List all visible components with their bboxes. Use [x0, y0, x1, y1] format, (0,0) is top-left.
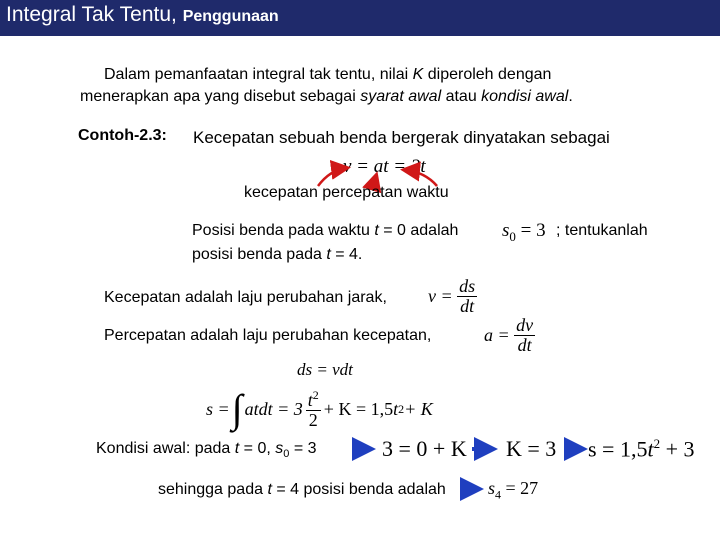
velocity-den: dt: [460, 295, 475, 316]
intro-syarat-awal: syarat awal: [360, 88, 442, 105]
intro-line-2-post: .: [568, 88, 573, 105]
tentukanlah-text: ; tentukanlah: [556, 222, 648, 239]
conclusion-pre: sehingga pada: [158, 481, 268, 498]
initial-eq-1: 3 = 0 + K: [382, 436, 467, 461]
example-text: Kecepatan sebuah benda bergerak dinyatakan sebagai: [193, 128, 610, 147]
velocity-lhs: v =: [428, 285, 453, 306]
velocity-equation: v = at = 3t: [343, 156, 426, 177]
initial-eq-3-exp: 2: [653, 436, 661, 451]
title-text: Integral Tak Tentu,: [6, 3, 177, 26]
velocity-num: ds: [459, 276, 476, 296]
initial-sub: 0: [283, 448, 290, 461]
position-line-2: [192, 246, 362, 264]
integral-fraction: [306, 389, 321, 430]
velocity-fraction: [457, 277, 477, 316]
intro-line-2-mid: atau: [441, 88, 482, 105]
initial-t: t: [234, 440, 240, 457]
s0-sub: 0: [509, 228, 516, 244]
position-line-1-pre: Posisi benda pada waktu: [192, 222, 375, 239]
intro-kondisi-awal: kondisi awal: [481, 88, 569, 105]
position-var-t: t: [374, 222, 379, 239]
ds-equation: ds = vdt: [297, 360, 353, 379]
acceleration-den: dt: [517, 334, 532, 355]
initial-eq-2: K = 3: [506, 436, 557, 461]
acceleration-lhs: a =: [484, 324, 510, 345]
conclusion-text: [158, 481, 446, 499]
intro-line-1-post: diperoleh dengan: [423, 66, 552, 83]
velocity-derivative: [428, 277, 477, 316]
integral-frac-den: 2: [308, 409, 318, 430]
initial-post: = 3: [289, 440, 317, 457]
initial-s: s: [275, 440, 284, 457]
s4-equation: [488, 478, 538, 503]
integrand: atdt = 3: [244, 398, 303, 419]
intro-line-2-pre: menerapkan apa yang disebut sebagai: [80, 88, 361, 105]
s4-val: = 27: [501, 478, 539, 498]
intro-line-1-pre: Dalam pemanfaatan integral tak tentu, nilai: [104, 66, 413, 83]
integral-frac-num: t: [307, 389, 313, 410]
integral-equation: [206, 384, 433, 434]
acceleration-derivative: [484, 316, 535, 355]
initial-eq-3-t: t: [647, 436, 654, 462]
conclusion-t: t: [267, 481, 272, 498]
integral-rest: + K = 1,5: [323, 398, 394, 419]
annotation-labels: kecepatan percepatan waktu: [244, 184, 449, 201]
s4-var: s: [488, 478, 496, 498]
position-line-2-post: = 4.: [330, 246, 363, 263]
title-subtitle: Penggunaan: [182, 8, 279, 25]
initial-mid: = 0,: [239, 440, 276, 457]
acceleration-text: Percepatan adalah laju perubahan kecepatan,: [104, 327, 432, 344]
conclusion-post: = 4 posisi benda adalah: [271, 481, 446, 498]
s0-equation: [502, 220, 546, 245]
initial-condition-text: [96, 440, 317, 460]
integral-frac-exp: 2: [312, 387, 319, 402]
s0-var: s: [502, 220, 510, 241]
position-line-2-pre: posisi benda pada: [192, 246, 327, 263]
initial-eq-3-pre: s = 1,5: [588, 436, 648, 462]
s0-val: = 3: [515, 220, 546, 241]
intro-var-k: K: [412, 66, 424, 83]
integral-rest-end: + K: [404, 398, 433, 419]
integral-sign-icon: ∫: [231, 386, 243, 431]
acceleration-fraction: [514, 316, 535, 355]
position-line-2-t: t: [326, 246, 331, 263]
integral-rest-t: t: [393, 398, 399, 419]
initial-eq-3: [588, 436, 695, 462]
initial-pre: Kondisi awal: pada: [96, 440, 235, 457]
integral-rest-exp: 2: [398, 401, 405, 416]
position-line-1-post: = 0 adalah: [378, 222, 459, 239]
initial-eq-3-post: + 3: [660, 436, 695, 462]
integral-lhs: s =: [206, 398, 230, 419]
acceleration-num: dv: [516, 315, 534, 335]
velocity-text: Kecepatan adalah laju perubahan jarak,: [104, 289, 387, 306]
s4-sub: 4: [495, 487, 502, 502]
example-label: Contoh-2.3:: [78, 127, 167, 144]
position-line-1: [192, 222, 458, 240]
